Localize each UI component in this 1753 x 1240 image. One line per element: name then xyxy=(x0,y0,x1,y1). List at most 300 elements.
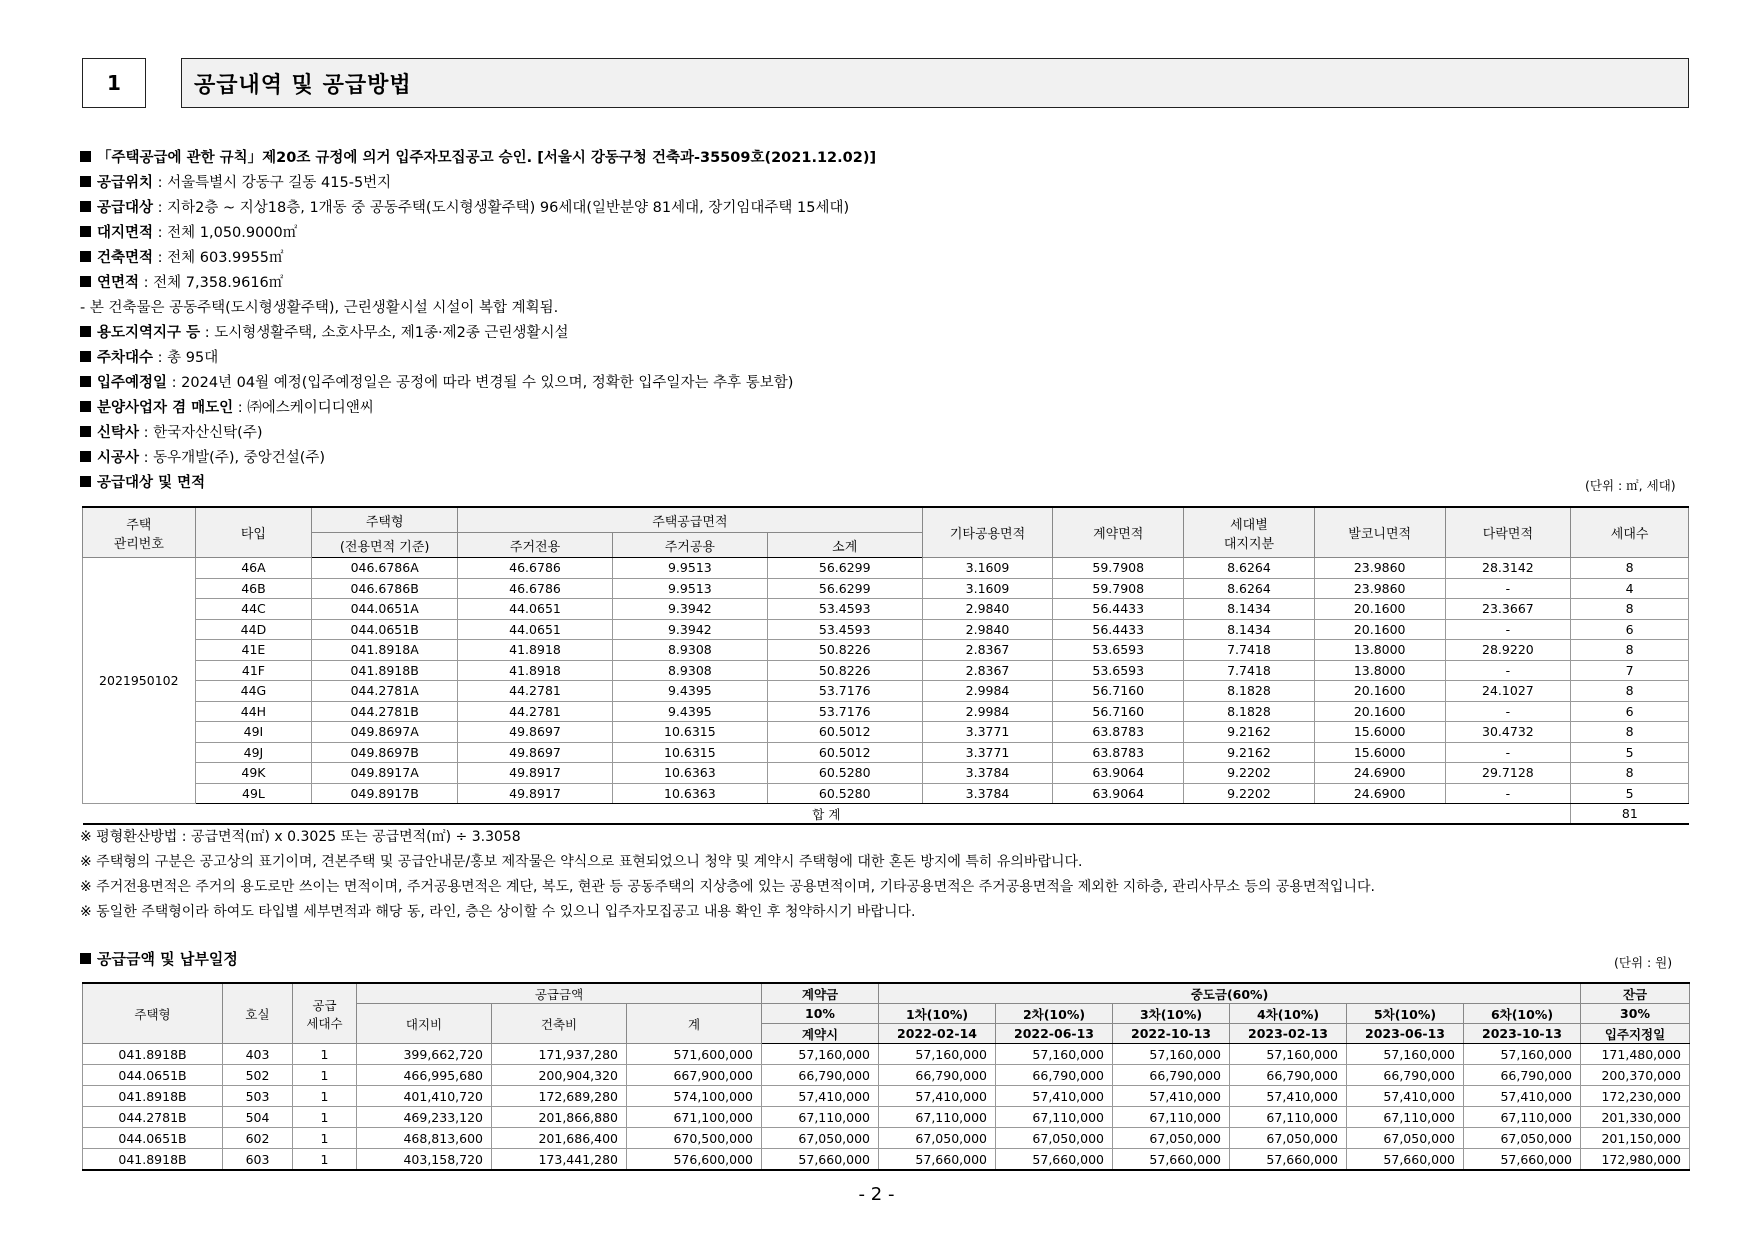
info-key: 대지면적 xyxy=(97,225,154,241)
table-cell: 172,689,280 xyxy=(492,1086,627,1107)
info-line xyxy=(80,171,1690,196)
col-supply-area: 주택공급면적 xyxy=(458,507,923,533)
table-cell: 57,660,000 xyxy=(996,1149,1113,1171)
col-mgmt: 주택 관리번호 xyxy=(83,507,196,558)
table-cell: 201,150,000 xyxy=(1581,1128,1690,1149)
table-cell: 57,410,000 xyxy=(1113,1086,1230,1107)
table-cell: 63.8783 xyxy=(1053,742,1184,763)
table-cell: 576,600,000 xyxy=(627,1149,762,1171)
table-row xyxy=(83,619,1689,640)
table-cell: 46.6786 xyxy=(458,558,613,579)
table-cell: 66,790,000 xyxy=(1113,1065,1230,1086)
table-cell: 201,866,880 xyxy=(492,1107,627,1128)
table-cell: 041.8918B xyxy=(312,660,458,681)
table-cell: 20.1600 xyxy=(1314,701,1445,722)
info-line xyxy=(80,196,1690,221)
table-cell: 49.8917 xyxy=(458,783,613,804)
table-cell: 57,160,000 xyxy=(1113,1044,1230,1065)
info-line xyxy=(80,421,1690,446)
table-cell: 1 xyxy=(293,1065,357,1086)
table-cell: 201,330,000 xyxy=(1581,1107,1690,1128)
info-key: 용도지역지구 등 xyxy=(97,325,201,341)
col-total: 계 xyxy=(627,1004,762,1044)
table-cell: - xyxy=(1445,742,1571,763)
table-cell: 044.2781B xyxy=(312,701,458,722)
table-cell: 466,995,680 xyxy=(357,1065,492,1086)
table-cell: 172,230,000 xyxy=(1581,1086,1690,1107)
col-middle-date: 2022-10-13 xyxy=(1113,1024,1230,1044)
table-cell: 23.3667 xyxy=(1445,599,1571,620)
info-value: : 도시형생활주택, 소호사무소, 제1종·제2종 근린생활시설 xyxy=(200,325,569,341)
table-cell: 403,158,720 xyxy=(357,1149,492,1171)
table-cell: 172,980,000 xyxy=(1581,1149,1690,1171)
table-cell: 23.9860 xyxy=(1314,558,1445,579)
table-cell: 2.8367 xyxy=(922,660,1053,681)
table-cell: 8.9308 xyxy=(612,640,767,661)
table-cell: 3.1609 xyxy=(922,578,1053,599)
info-line xyxy=(80,371,1690,396)
table-cell: 10.6363 xyxy=(612,783,767,804)
table-cell: 399,662,720 xyxy=(357,1044,492,1065)
table-cell: 403 xyxy=(223,1044,293,1065)
table-cell: 67,110,000 xyxy=(996,1107,1113,1128)
table-cell: 41F xyxy=(195,660,312,681)
table-cell: 15.6000 xyxy=(1314,742,1445,763)
table-cell: 67,050,000 xyxy=(1113,1128,1230,1149)
table-cell: 49.8917 xyxy=(458,763,613,784)
col-middle-installment: 1차(10%) xyxy=(879,1004,996,1024)
info-line xyxy=(80,396,1690,421)
bullet-square-icon xyxy=(80,451,91,462)
table-cell: 1 xyxy=(293,1128,357,1149)
table-cell: 67,110,000 xyxy=(1347,1107,1464,1128)
table-cell: 3.3771 xyxy=(922,722,1053,743)
col-land-share: 세대별 대지지분 xyxy=(1184,507,1315,558)
col-room: 호실 xyxy=(223,983,293,1044)
col-balcony: 발코니면적 xyxy=(1314,507,1445,558)
table-cell: 57,160,000 xyxy=(1230,1044,1347,1065)
table-row xyxy=(83,599,1689,620)
table-cell: 049.8697B xyxy=(312,742,458,763)
table-cell: - xyxy=(1445,701,1571,722)
table-row xyxy=(83,1086,1690,1107)
table-row xyxy=(83,558,1689,579)
table-cell: 9.2202 xyxy=(1184,763,1315,784)
bullet-square-icon xyxy=(80,251,91,262)
table-cell: 53.6593 xyxy=(1053,660,1184,681)
table-cell: 8.1434 xyxy=(1184,599,1315,620)
note-line: ※ 동일한 주택형이라 하여도 타입별 세부면적과 해당 동, 라인, 층은 상이할 수 있으니 입주자모집공고 내용 확인 후 청약하시기 바랍니다. xyxy=(80,904,916,920)
price-schedule-table xyxy=(82,982,1690,1171)
table-cell: 3.3784 xyxy=(922,783,1053,804)
table-cell: 5 xyxy=(1571,783,1689,804)
table-cell: 57,660,000 xyxy=(879,1149,996,1171)
table-cell: 67,050,000 xyxy=(1464,1128,1581,1149)
col-other-common: 기타공용면적 xyxy=(922,507,1053,558)
table-cell: 2.9840 xyxy=(922,599,1053,620)
table-row xyxy=(83,578,1689,599)
table-cell: 201,686,400 xyxy=(492,1128,627,1149)
table-cell: 67,110,000 xyxy=(1464,1107,1581,1128)
table-cell: 44D xyxy=(195,619,312,640)
table-cell: 49K xyxy=(195,763,312,784)
table-cell: 30.4732 xyxy=(1445,722,1571,743)
table-cell: 603 xyxy=(223,1149,293,1171)
col-middle-date: 2023-06-13 xyxy=(1347,1024,1464,1044)
table-cell: 44G xyxy=(195,681,312,702)
info-line xyxy=(80,446,1690,471)
table-cell: 469,233,120 xyxy=(357,1107,492,1128)
table-cell: 57,410,000 xyxy=(879,1086,996,1107)
info-key: 공급대상 xyxy=(97,200,154,216)
section-title: 공급내역 및 공급방법 xyxy=(181,58,1689,108)
table-cell: 2.8367 xyxy=(922,640,1053,661)
info-line xyxy=(80,471,1690,496)
col-units: 공급 세대수 xyxy=(293,983,357,1044)
table-cell: 67,110,000 xyxy=(1113,1107,1230,1128)
bullet-square-icon xyxy=(80,151,91,162)
table-cell: 67,050,000 xyxy=(996,1128,1113,1149)
table-cell: 57,660,000 xyxy=(762,1149,879,1171)
col-middle-installment: 4차(10%) xyxy=(1230,1004,1347,1024)
table-cell: 49I xyxy=(195,722,312,743)
table-cell: 67,110,000 xyxy=(879,1107,996,1128)
table-cell: - xyxy=(1445,619,1571,640)
note-line: ※ 주택형의 구분은 공고상의 표기이며, 견본주택 및 공급안내문/홍보 제작물은 약식으로 표현되었으니 청약 및 계약시 주택형에 대한 혼돈 방지에 특히 유의바랍니다. xyxy=(80,854,1083,870)
col-middle-date: 2023-02-13 xyxy=(1230,1024,1347,1044)
table-cell: 046.6786B xyxy=(312,578,458,599)
table-cell: 046.6786A xyxy=(312,558,458,579)
table-cell: 8 xyxy=(1571,599,1689,620)
bullet-square-icon xyxy=(80,476,91,487)
info-key: 시공사 xyxy=(97,450,140,466)
table-cell: 8 xyxy=(1571,763,1689,784)
table-cell: 671,100,000 xyxy=(627,1107,762,1128)
col-middle-installment: 6차(10%) xyxy=(1464,1004,1581,1024)
table-cell: 3.1609 xyxy=(922,558,1053,579)
table-cell: 8.9308 xyxy=(612,660,767,681)
table-cell: 60.5012 xyxy=(767,722,922,743)
table-cell: 504 xyxy=(223,1107,293,1128)
table-cell: 20.1600 xyxy=(1314,599,1445,620)
info-key: 입주예정일 xyxy=(97,375,168,391)
table-cell: 171,937,280 xyxy=(492,1044,627,1065)
table-cell: 57,160,000 xyxy=(762,1044,879,1065)
col-middle-date: 2023-10-13 xyxy=(1464,1024,1581,1044)
table-cell: 6 xyxy=(1571,701,1689,722)
info-value: : 전체 603.9955㎡ xyxy=(153,250,284,266)
info-list xyxy=(80,146,1690,496)
table-cell: 10.6315 xyxy=(612,722,767,743)
table-cell: 4 xyxy=(1571,578,1689,599)
table-cell: 041.8918A xyxy=(312,640,458,661)
table-cell: 503 xyxy=(223,1086,293,1107)
table-cell: 9.4395 xyxy=(612,701,767,722)
col-units: 세대수 xyxy=(1571,507,1689,558)
table-cell: 7 xyxy=(1571,660,1689,681)
table-cell: 57,410,000 xyxy=(1347,1086,1464,1107)
table-cell: 57,410,000 xyxy=(1464,1086,1581,1107)
table-cell: 41.8918 xyxy=(458,640,613,661)
table-cell: 24.1027 xyxy=(1445,681,1571,702)
info-value: : 전체 1,050.9000㎡ xyxy=(153,225,298,241)
info-key: 공급대상 및 면적 xyxy=(97,475,206,491)
section-number: 1 xyxy=(82,58,146,108)
table-cell: 044.0651A xyxy=(312,599,458,620)
table-cell: - xyxy=(1445,660,1571,681)
table-cell: 57,160,000 xyxy=(996,1044,1113,1065)
note-line: ※ 주거전용면적은 주거의 용도로만 쓰이는 면적이며, 주거공용면적은 계단, 복도, 현관 등 공동주택의 지상층에 있는 공용면적이며, 기타공용면적은 주거공용면적을 제외한 지하층, 관리사무소 등의 공용면적입니다. xyxy=(80,879,1375,895)
bullet-square-icon xyxy=(80,201,91,212)
table-cell: 28.3142 xyxy=(1445,558,1571,579)
table-cell: 67,110,000 xyxy=(1230,1107,1347,1128)
table-cell: 041.8918B xyxy=(83,1149,223,1171)
table-cell: 28.9220 xyxy=(1445,640,1571,661)
info-value: : 총 95대 xyxy=(153,350,219,366)
info-value: : 동우개발(주), 중앙건설(주) xyxy=(139,450,326,466)
table-row xyxy=(83,701,1689,722)
table-cell: - xyxy=(1445,578,1571,599)
table-cell: 49L xyxy=(195,783,312,804)
info-key: 분양사업자 겸 매도인 xyxy=(97,400,234,416)
table-cell: 63.9064 xyxy=(1053,783,1184,804)
info-value: : ㈜에스케이디디앤씨 xyxy=(233,400,374,416)
table-cell: 44.0651 xyxy=(458,599,613,620)
col-deposit-pct: 10% xyxy=(762,1004,879,1024)
table-cell: 044.0651B xyxy=(312,619,458,640)
col-middle-date: 2022-02-14 xyxy=(879,1024,996,1044)
table-cell: 50.8226 xyxy=(767,660,922,681)
table-cell: 049.8917A xyxy=(312,763,458,784)
table-row xyxy=(83,1149,1690,1171)
table-cell: 44.0651 xyxy=(458,619,613,640)
info-line xyxy=(80,146,1690,171)
table-cell: 468,813,600 xyxy=(357,1128,492,1149)
table-cell: 502 xyxy=(223,1065,293,1086)
col-balance: 잔금 xyxy=(1581,983,1690,1004)
col-middle-installment: 2차(10%) xyxy=(996,1004,1113,1024)
table-cell: 44H xyxy=(195,701,312,722)
table-cell: 9.9513 xyxy=(612,578,767,599)
table-cell: 200,904,320 xyxy=(492,1065,627,1086)
col-subtotal: 소계 xyxy=(767,533,922,558)
table-cell: 49J xyxy=(195,742,312,763)
info-line xyxy=(80,296,1690,321)
table-cell: 574,100,000 xyxy=(627,1086,762,1107)
info-value: : 지하2층 ~ 지상18층, 1개동 중 공동주택(도시형생활주택) 96세대(일반분양 81세대, 장기임대주택 15세대) xyxy=(153,200,850,216)
table-cell: 46B xyxy=(195,578,312,599)
table-cell: 044.2781A xyxy=(312,681,458,702)
table-cell: 044.0651B xyxy=(83,1065,223,1086)
col-htype: 주택형 xyxy=(312,507,458,533)
col-middle: 중도금(60%) xyxy=(879,983,1581,1004)
table-cell: 044.0651B xyxy=(83,1128,223,1149)
info-key: 신탁사 xyxy=(97,425,140,441)
note-line: ※ 평형환산방법 : 공급면적(㎡) x 0.3025 또는 공급면적(㎡) ÷ 3.3058 xyxy=(80,829,521,845)
table-cell: 8.6264 xyxy=(1184,558,1315,579)
table-cell: 8.6264 xyxy=(1184,578,1315,599)
table-cell: 8 xyxy=(1571,558,1689,579)
table-cell: 66,790,000 xyxy=(762,1065,879,1086)
table-cell: 041.8918B xyxy=(83,1086,223,1107)
table-cell: 1 xyxy=(293,1107,357,1128)
table-cell: 57,660,000 xyxy=(1464,1149,1581,1171)
info-line xyxy=(80,221,1690,246)
table-cell: 29.7128 xyxy=(1445,763,1571,784)
table-cell: - xyxy=(1445,783,1571,804)
bullet-square-icon xyxy=(80,326,91,337)
table-cell: 602 xyxy=(223,1128,293,1149)
table-cell: 50.8226 xyxy=(767,640,922,661)
table-cell: 20.1600 xyxy=(1314,619,1445,640)
table-cell: 59.7908 xyxy=(1053,558,1184,579)
table-cell: 10.6363 xyxy=(612,763,767,784)
table-cell: 6 xyxy=(1571,619,1689,640)
table-cell: 66,790,000 xyxy=(879,1065,996,1086)
info-line xyxy=(80,346,1690,371)
table-cell: 8 xyxy=(1571,722,1689,743)
table-cell: 67,050,000 xyxy=(1347,1128,1464,1149)
table-cell: 8 xyxy=(1571,681,1689,702)
table-cell: 57,660,000 xyxy=(1230,1149,1347,1171)
table-cell: 44C xyxy=(195,599,312,620)
table-cell: 13.8000 xyxy=(1314,640,1445,661)
table-cell: 1 xyxy=(293,1149,357,1171)
table-cell: 63.9064 xyxy=(1053,763,1184,784)
table-cell: 57,660,000 xyxy=(1347,1149,1464,1171)
table-row xyxy=(83,763,1689,784)
table-cell: 9.9513 xyxy=(612,558,767,579)
col-middle-installment: 5차(10%) xyxy=(1347,1004,1464,1024)
table-cell: 46A xyxy=(195,558,312,579)
table-cell: 670,500,000 xyxy=(627,1128,762,1149)
table-cell: 56.6299 xyxy=(767,578,922,599)
bullet-square-icon xyxy=(80,276,91,287)
table-cell: 53.7176 xyxy=(767,701,922,722)
table-cell: 56.6299 xyxy=(767,558,922,579)
table-cell: 44.2781 xyxy=(458,681,613,702)
table-cell: 200,370,000 xyxy=(1581,1065,1690,1086)
table-cell: 8.1434 xyxy=(1184,619,1315,640)
bullet-square-icon xyxy=(80,953,91,964)
table-cell: 8.1828 xyxy=(1184,681,1315,702)
table-cell: 571,600,000 xyxy=(627,1044,762,1065)
table-cell: 57,160,000 xyxy=(1347,1044,1464,1065)
table-cell: 56.7160 xyxy=(1053,681,1184,702)
col-building: 건축비 xyxy=(492,1004,627,1044)
table-cell: 56.4433 xyxy=(1053,619,1184,640)
info-key: 주차대수 xyxy=(97,350,154,366)
col-price: 공급금액 xyxy=(357,983,762,1004)
bullet-square-icon xyxy=(80,426,91,437)
table-cell: 20.1600 xyxy=(1314,681,1445,702)
table-cell: 8.1828 xyxy=(1184,701,1315,722)
col-attic: 다락면적 xyxy=(1445,507,1571,558)
table-cell: 1 xyxy=(293,1044,357,1065)
table-cell: 2.9984 xyxy=(922,701,1053,722)
price-section-title: 공급금액 및 납부일정 xyxy=(80,948,238,969)
table-cell: 49.8697 xyxy=(458,722,613,743)
bullet-square-icon xyxy=(80,351,91,362)
table-row xyxy=(83,640,1689,661)
info-value: : 한국자산신탁(주) xyxy=(139,425,263,441)
mgmt-number-cell: 2021950102 xyxy=(83,558,196,804)
table-cell: 13.8000 xyxy=(1314,660,1445,681)
table-cell: 60.5280 xyxy=(767,763,922,784)
col-deposit: 계약금 xyxy=(762,983,879,1004)
total-units: 81 xyxy=(1571,804,1689,825)
table-cell: 7.7418 xyxy=(1184,640,1315,661)
table-cell: 41E xyxy=(195,640,312,661)
table2-unit: (단위 : 원) xyxy=(1614,955,1673,970)
col-exclusive: 주거전용 xyxy=(458,533,613,558)
table-row xyxy=(83,1128,1690,1149)
table-row xyxy=(83,742,1689,763)
table-cell: 041.8918B xyxy=(83,1044,223,1065)
bullet-square-icon xyxy=(80,401,91,412)
col-land: 대지비 xyxy=(357,1004,492,1044)
bullet-square-icon xyxy=(80,176,91,187)
info-key: 연면적 xyxy=(97,275,140,291)
table-row xyxy=(83,1107,1690,1128)
info-note: - 본 건축물은 공동주택(도시형생활주택), 근린생활시설 시설이 복합 계획됨. xyxy=(80,300,559,316)
col-middle-installment: 3차(10%) xyxy=(1113,1004,1230,1024)
table-cell: 2.9984 xyxy=(922,681,1053,702)
table-cell: 56.7160 xyxy=(1053,701,1184,722)
col-contract-area: 계약면적 xyxy=(1053,507,1184,558)
table-row xyxy=(83,1065,1690,1086)
supply-area-table xyxy=(82,506,1689,825)
table-cell: 67,110,000 xyxy=(762,1107,879,1128)
table-cell: 66,790,000 xyxy=(1347,1065,1464,1086)
table-cell: 59.7908 xyxy=(1053,578,1184,599)
table-cell: 67,050,000 xyxy=(762,1128,879,1149)
table-cell: 9.2162 xyxy=(1184,722,1315,743)
col-common: 주거공용 xyxy=(612,533,767,558)
table-row xyxy=(83,660,1689,681)
table-cell: 53.4593 xyxy=(767,619,922,640)
table-cell: 24.6900 xyxy=(1314,783,1445,804)
notes xyxy=(80,825,1690,925)
info-line xyxy=(80,271,1690,296)
table-cell: 57,660,000 xyxy=(1113,1149,1230,1171)
table-cell: 2.9840 xyxy=(922,619,1053,640)
table-cell: 171,480,000 xyxy=(1581,1044,1690,1065)
info-value: : 2024년 04월 예정(입주예정일은 공정에 따라 변경될 수 있으며, 정확한 입주일자는 추후 통보함) xyxy=(167,375,794,391)
table-cell: 7.7418 xyxy=(1184,660,1315,681)
table-cell: 8 xyxy=(1571,640,1689,661)
table-cell: 3.3784 xyxy=(922,763,1053,784)
info-line xyxy=(80,246,1690,271)
table-cell: 9.2162 xyxy=(1184,742,1315,763)
table-cell: 53.6593 xyxy=(1053,640,1184,661)
table-cell: 66,790,000 xyxy=(1230,1065,1347,1086)
table-cell: 15.6000 xyxy=(1314,722,1445,743)
table-row xyxy=(83,681,1689,702)
table-cell: 41.8918 xyxy=(458,660,613,681)
table-cell: 57,160,000 xyxy=(879,1044,996,1065)
table-row xyxy=(83,722,1689,743)
table-row xyxy=(83,783,1689,804)
table-row xyxy=(83,1044,1690,1065)
bullet-square-icon xyxy=(80,376,91,387)
col-htype: 주택형 xyxy=(83,983,223,1044)
col-deposit-when: 계약시 xyxy=(762,1024,879,1044)
table-cell: 9.3942 xyxy=(612,619,767,640)
table-cell: 173,441,280 xyxy=(492,1149,627,1171)
info-value: : 전체 7,358.9616㎡ xyxy=(139,275,284,291)
table-cell: 667,900,000 xyxy=(627,1065,762,1086)
